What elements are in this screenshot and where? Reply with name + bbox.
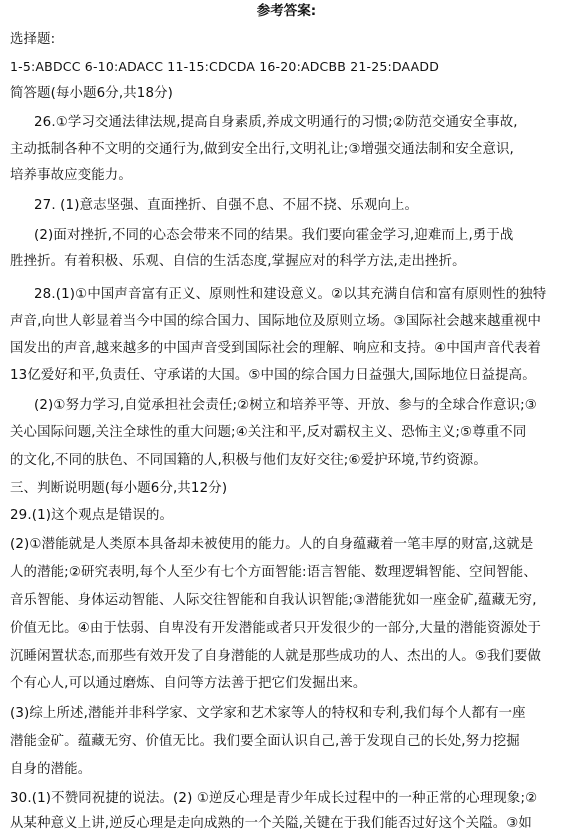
page-title: 参考答案: <box>256 3 317 19</box>
answer-26-line-2: 主动抵制各种不文明的交通行为,做到安全出行,文明礼让;③增强交通法制和安全意识, <box>10 142 514 157</box>
answer-29-part-3-line-3: 自身的潜能。 <box>10 762 92 777</box>
answer-28-part-2-line-3: 的文化,不同的肤色、不同国籍的人,积极与他们友好交往;⑥爱护环境,节约资源。 <box>10 453 487 468</box>
answer-28-part-1-line-2: 声音,向世人彰显着当今中国的综合国力、国际地位及原则立场。③国际社会越来越重视中 <box>10 314 542 329</box>
answer-27-part-2-line-2: 胜挫折。有着积极、乐观、自信的生活态度,掌握应对的科学方法,走出挫折。 <box>10 254 466 269</box>
answer-29-part-2-line-4: 价值无比。④由于怯弱、自卑没有开发潜能或者只开发很少的一部分,大量的潜能资源处于 <box>10 621 542 636</box>
answer-29-part-2-line-2: 人的潜能;②研究表明,每个人至少有七个方面智能:语言智能、数理逻辑智能、空间智能、 <box>10 565 537 580</box>
answer-30-line-2: 从某种意义上讲,逆反心理是走向成熟的一个关隘,关键在于我们能否过好这个关隘。③如 <box>10 816 532 831</box>
answer-29-part-1: 29.(1)这个观点是错误的。 <box>10 508 174 523</box>
answer-26-line-1: 26.①学习交通法律法规,提高自身素质,养成文明通行的习惯;②防范交通安全事故, <box>34 115 518 130</box>
answer-28-part-1-line-1: 28.(1)①中国声音富有正义、原则性和建设意义。②以其充满自信和富有原则性的独特 <box>34 287 547 302</box>
answer-27-part-2-line-1: (2)面对挫折,不同的心态会带来不同的结果。我们要向霍金学习,迎难而上,勇于战 <box>34 228 514 243</box>
answer-29-part-3-line-1: (3)综上所述,潜能并非科学家、文学家和艺术家等人的特权和专利,我们每个人都有一座 <box>10 706 526 721</box>
answer-27-part-1: 27. (1)意志坚强、直面挫折、自强不息、不屈不挠、乐观向上。 <box>34 198 419 213</box>
answer-28-part-1-line-4: 13亿爱好和平,负责任、守承诺的大国。⑤中国的综合国力日益强大,国际地位日益提高。 <box>10 368 536 383</box>
answer-28-part-2-line-2: 关心国际问题,关注全球性的重大问题;④关注和平,反对霸权主义、恐怖主义;⑤尊重不同 <box>10 425 527 440</box>
answer-29-part-2-line-5: 沉睡闲置状态,而那些有效开发了自身潜能的人就是那些成功的人、杰出的人。⑤我们要做 <box>10 649 542 664</box>
answer-29-part-3-line-2: 潜能金矿。蕴藏无穷、价值无比。我们要全面认识自己,善于发现自己的长处,努力挖掘 <box>10 734 520 749</box>
answer-29-part-2-line-3: 音乐智能、身体运动智能、人际交往智能和自我认识智能;③潜能犹如一座金矿,蕴藏无穷, <box>10 593 537 608</box>
answer-29-part-2-line-6: 个有心人,可以通过磨炼、自问等方法善于把它们发掘出来。 <box>10 676 367 691</box>
answer-29-part-2-line-1: (2)①潜能就是人类原本具备却未被使用的能力。人的自身蕴藏着一笔丰厚的财富,这就是 <box>10 537 534 552</box>
section-heading-judgment: 三、判断说明题(每小题6分,共12分) <box>10 481 228 496</box>
answer-28-part-1-line-3: 国发出的声音,越来越多的中国声音受到国际社会的理解、响应和支持。④中国声音代表着 <box>10 341 542 356</box>
answer-28-part-2-line-1: (2)①努力学习,自觉承担社会责任;②树立和培养平等、开放、参与的全球合作意识;③ <box>34 398 537 413</box>
answer-26-line-3: 培养事故应变能力。 <box>10 168 132 183</box>
answer-30-line-1: 30.(1)不赞同祝捷的说法。(2) ①逆反心理是青少年成长过程中的一种正常的心理现象;② <box>10 791 538 806</box>
multiple-choice-answers: 1-5:ABDCC 6-10:ADACC 11-15:CDCDA 16-20:ADCBB 21-25:DAADD <box>10 59 440 74</box>
section-heading-multiple-choice: 选择题: <box>10 32 56 47</box>
section-heading-short-answer: 简答题(每小题6分,共18分) <box>10 86 174 101</box>
